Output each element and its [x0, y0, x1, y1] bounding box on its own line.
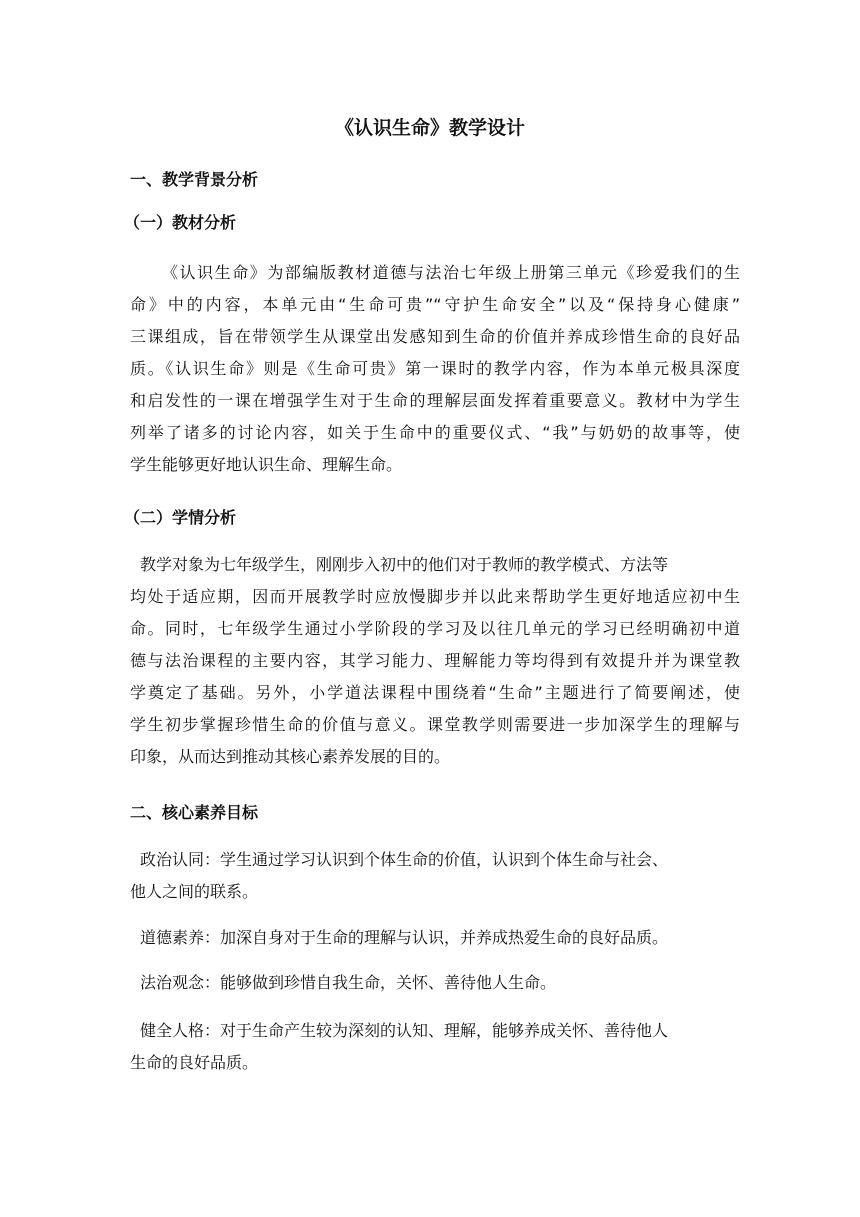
subsection-heading-students: （二）学情分析 [124, 508, 237, 527]
goal-line: 政治认同：学生通过学习认识到个体生命的价值，认识到个体生命与社会、 [140, 850, 669, 869]
paragraph-line: 学奠定了基础。另外，小学道法课程中围绕着“生命”主题进行了简要阐述，使 [130, 683, 740, 702]
goal-line: 健全人格：对于生命产生较为深刻的认知、理解，能够养成关怀、善待他人 [140, 1021, 669, 1040]
paragraph-line: 学生初步掌握珍惜生命的价值与意义。课堂教学则需要进一步加深学生的理解与 [130, 715, 740, 734]
paragraph-line: 教学对象为七年级学生，刚刚步入初中的他们对于教师的教学模式、方法等 [140, 555, 669, 574]
section-heading-background: 一、教学背景分析 [130, 170, 259, 189]
paragraph-line: 《认识生命》为部编版教材道德与法治七年级上册第三单元《珍爱我们的生 [162, 263, 740, 282]
document-title: 《认识生命》教学设计 [334, 117, 525, 139]
goal-line: 他人之间的联系。 [130, 882, 259, 901]
paragraph-line: 列举了诸多的讨论内容，如关于生命中的重要仪式、“我”与奶奶的故事等，使 [130, 423, 740, 442]
paragraph-line: 质。《认识生命》则是《生命可贵》第一课时的教学内容，作为本单元极具深度 [130, 359, 740, 378]
goal-line: 法治观念：能够做到珍惜自我生命，关怀、善待他人生命。 [140, 973, 557, 992]
paragraph-line: 命。同时，七年级学生通过小学阶段的学习及以往几单元的学习已经明确初中道 [130, 619, 740, 638]
subsection-heading-textbook: （一）教材分析 [124, 213, 237, 232]
paragraph-line: 印象，从而达到推动其核心素养发展的目的。 [130, 747, 451, 766]
paragraph-line: 均处于适应期，因而开展教学时应放慢脚步并以此来帮助学生更好地适应初中生 [130, 587, 740, 606]
paragraph-line: 和启发性的一课在增强学生对于生命的理解层面发挥着重要意义。教材中为学生 [130, 391, 740, 410]
goal-line: 道德素养：加深自身对于生命的理解与认识，并养成热爱生命的良好品质。 [140, 928, 669, 947]
paragraph-line: 命》中的内容，本单元由“生命可贵”“守护生命安全”以及“保持身心健康” [130, 295, 740, 314]
section-heading-core-literacy: 二、核心素养目标 [130, 803, 259, 822]
paragraph-line: 学生能够更好地认识生命、理解生命。 [130, 455, 403, 474]
paragraph-line: 三课组成，旨在带领学生从课堂出发感知到生命的价值并养成珍惜生命的良好品 [130, 327, 740, 346]
goal-line: 生命的良好品质。 [130, 1053, 259, 1072]
paragraph-line: 德与法治课程的主要内容，其学习能力、理解能力等均得到有效提升并为课堂教 [130, 651, 740, 670]
